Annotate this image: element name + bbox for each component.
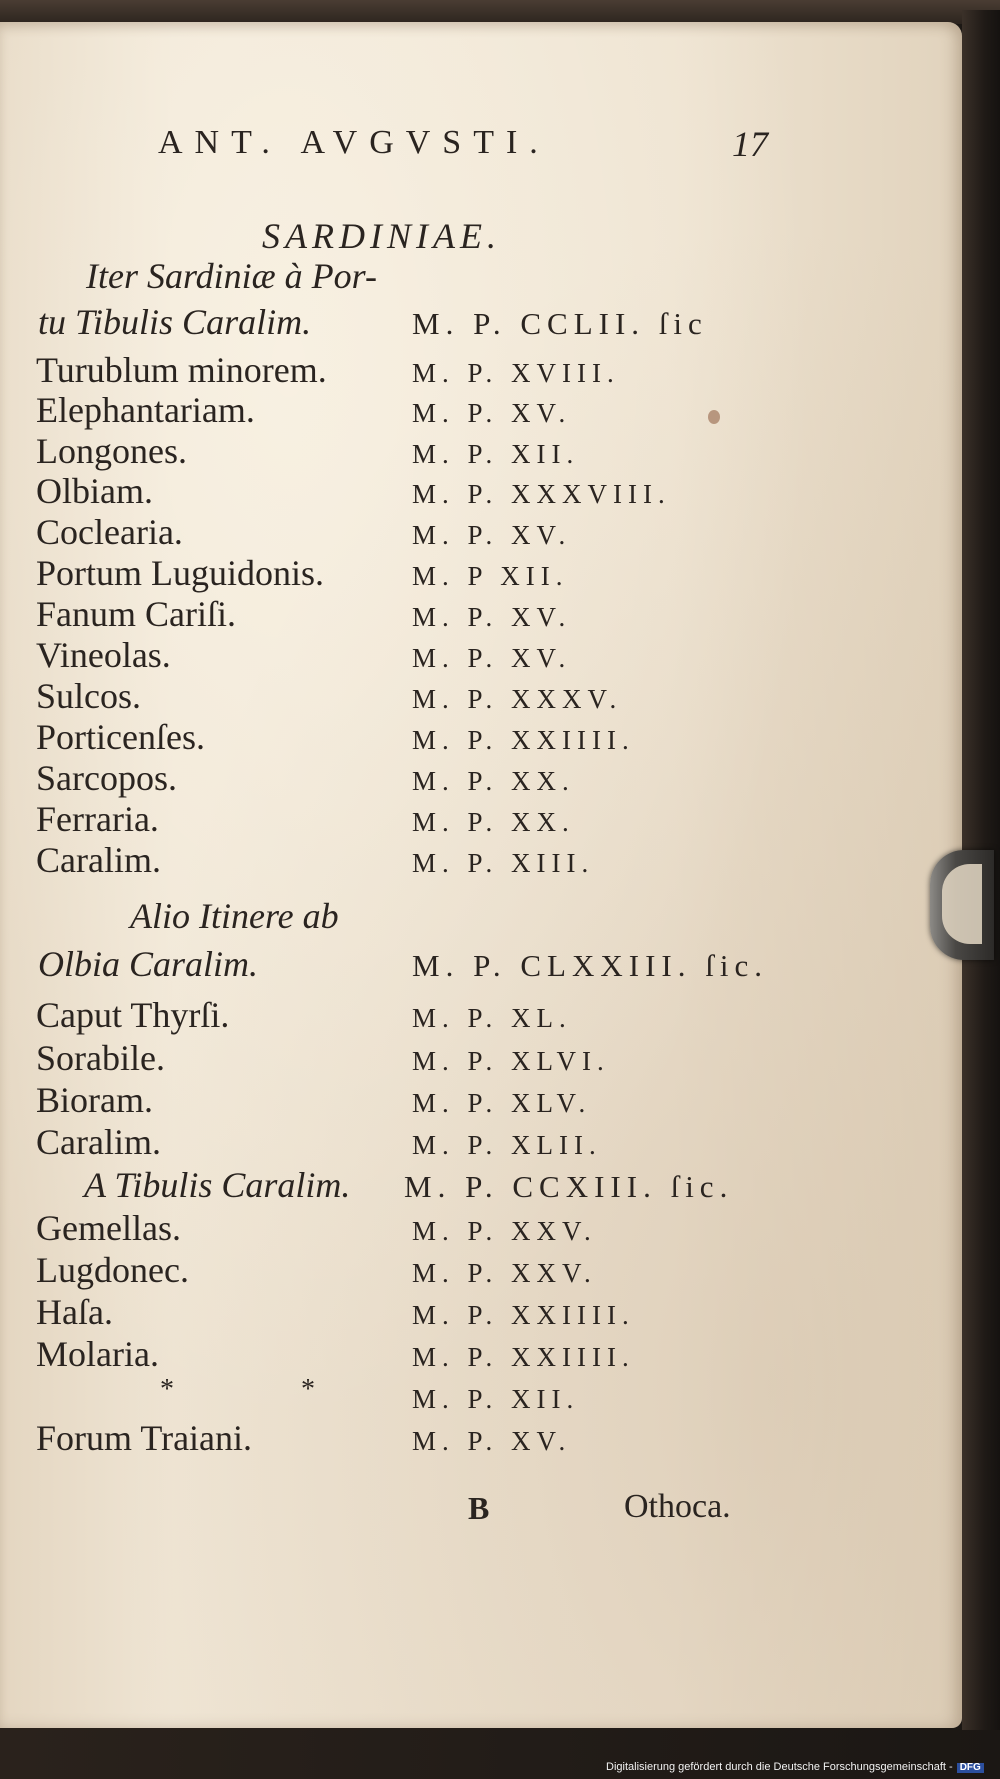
distance: M. P. XV. bbox=[412, 1426, 572, 1456]
distance: M. P. XV. bbox=[412, 398, 572, 428]
section-title: SARDINIAE. bbox=[262, 216, 501, 256]
route-total: M. P. CCLII. ſic bbox=[412, 306, 708, 341]
distance: M. P. XX. bbox=[412, 807, 575, 837]
distance: M. P. XLV. bbox=[412, 1088, 592, 1118]
distance: M. P. XV. bbox=[412, 643, 572, 673]
distance: M. P. XXIIII. bbox=[412, 1342, 635, 1372]
distance: M. P. XLII. bbox=[412, 1130, 602, 1160]
distance: M. P. XIII. bbox=[412, 848, 595, 878]
place-name: Elephantariam. bbox=[36, 390, 255, 430]
route-heading: tu Tibulis Caralim. bbox=[38, 302, 312, 342]
credit-text: Digitalisierung gefördert durch die Deutsche Forschungsgemeinschaft - bbox=[606, 1761, 953, 1773]
distance: M. P. XXV. bbox=[412, 1216, 597, 1246]
place-name: Turublum minorem. bbox=[36, 350, 327, 390]
place-name: Sulcos. bbox=[36, 676, 142, 716]
route-heading: Iter Sardiniæ à Por- bbox=[86, 256, 377, 296]
route-heading: Alio Itinere ab bbox=[130, 896, 339, 936]
digitization-credit bbox=[606, 1762, 984, 1773]
lacuna-asterisks: * * bbox=[160, 1374, 375, 1405]
distance: M. P. XX. bbox=[412, 766, 575, 796]
distance: M. P. XXIIII. bbox=[412, 725, 635, 755]
place-name: Longones. bbox=[36, 431, 187, 471]
page-number: 17 bbox=[732, 124, 768, 164]
place-name: Lugdonec. bbox=[36, 1250, 189, 1290]
distance: M. P. XLVI. bbox=[412, 1046, 610, 1076]
route-heading: Olbia Caralim. bbox=[38, 944, 259, 984]
signature-mark: B bbox=[468, 1490, 490, 1526]
place-name: Molaria. bbox=[36, 1334, 159, 1374]
book-page bbox=[0, 22, 962, 1728]
page-clip-inner bbox=[942, 864, 982, 944]
distance: M. P. XV. bbox=[412, 520, 572, 550]
distance: M. P. XII. bbox=[412, 1384, 580, 1414]
place-name: Haſa. bbox=[36, 1292, 113, 1332]
place-name: Vineolas. bbox=[36, 635, 171, 675]
distance: M. P. XXXVIII. bbox=[412, 479, 671, 509]
running-title: ANT. AVGVSTI. bbox=[158, 124, 550, 161]
distance: M. P. XXV. bbox=[412, 1258, 597, 1288]
distance: M. P. XV. bbox=[412, 602, 572, 632]
place-name: Sorabile. bbox=[36, 1038, 165, 1078]
dfg-logo: DFG bbox=[957, 1763, 984, 1773]
place-name: Caput Thyrſi. bbox=[36, 995, 230, 1035]
distance: M. P XII. bbox=[412, 561, 569, 591]
place-name: Fanum Cariſi. bbox=[36, 594, 236, 634]
ink-stain bbox=[708, 410, 720, 424]
route-total: M. P. CLXXIII. ſic. bbox=[412, 948, 768, 983]
place-name: Caralim. bbox=[36, 1122, 161, 1162]
place-name: Porticenſes. bbox=[36, 717, 205, 757]
place-name: Bioram. bbox=[36, 1080, 153, 1120]
catchword: Othoca. bbox=[624, 1488, 731, 1525]
place-name: Coclearia. bbox=[36, 512, 183, 552]
place-name: Caralim. bbox=[36, 840, 161, 880]
place-name: Sarcopos. bbox=[36, 758, 177, 798]
place-name: Forum Traiani. bbox=[36, 1418, 253, 1458]
distance: M. P. XII. bbox=[412, 439, 580, 469]
place-name: Ferraria. bbox=[36, 799, 159, 839]
place-name: Gemellas. bbox=[36, 1208, 181, 1248]
page-clip bbox=[930, 850, 994, 960]
distance: M. P. XL. bbox=[412, 1003, 572, 1033]
distance: M. P. XVIII. bbox=[412, 358, 620, 388]
distance: M. P. XXXV. bbox=[412, 684, 623, 714]
place-name: Portum Luguidonis. bbox=[36, 553, 325, 593]
route-total: M. P. CCXIII. ſic. bbox=[404, 1169, 734, 1204]
place-name: Olbiam. bbox=[36, 471, 153, 511]
distance: M. P. XXIIII. bbox=[412, 1300, 635, 1330]
route-heading: A Tibulis Caralim. bbox=[84, 1165, 351, 1205]
book-top-edge bbox=[0, 0, 1000, 24]
